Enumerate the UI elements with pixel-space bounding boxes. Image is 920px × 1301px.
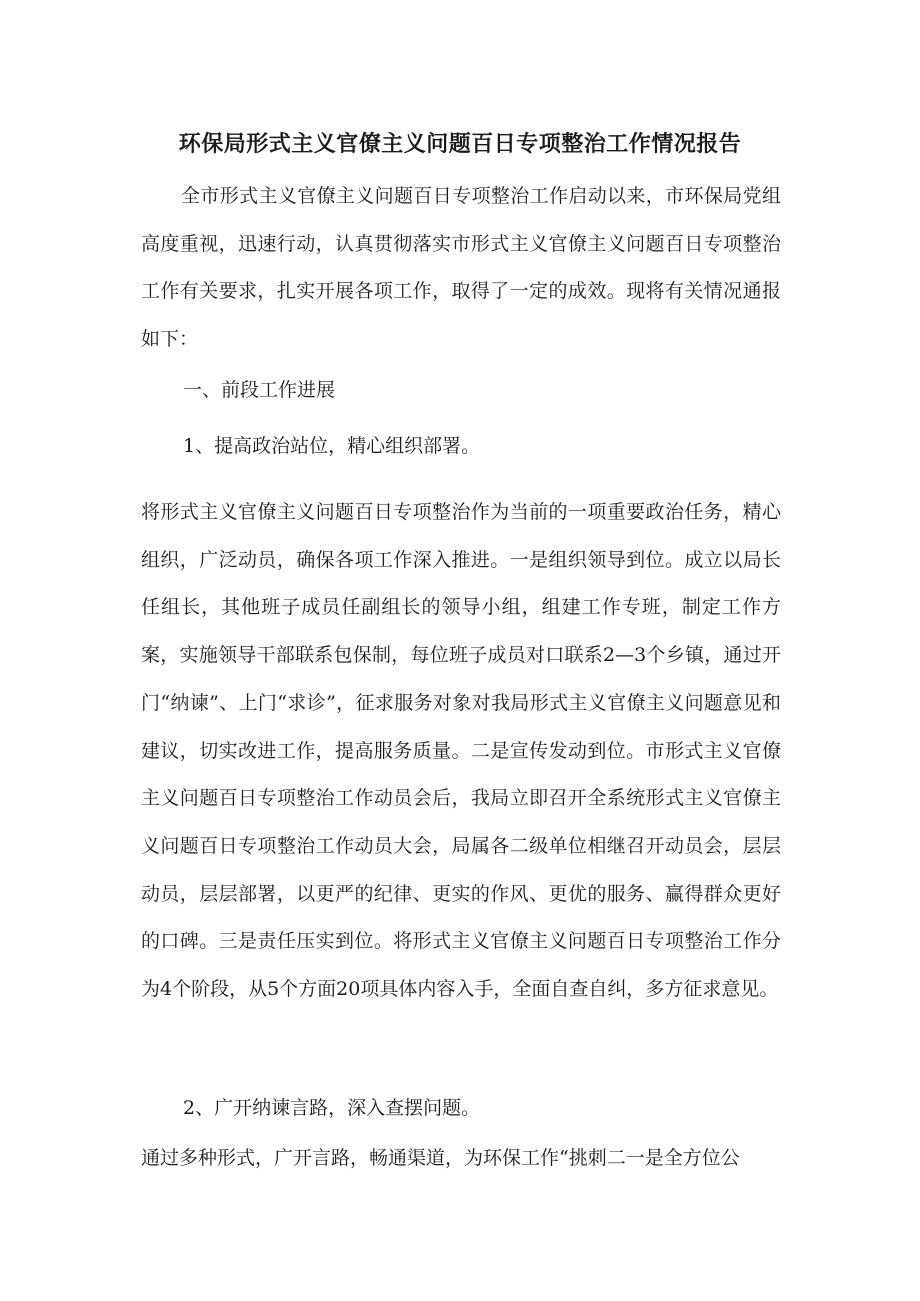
- subsection-heading-1: 1、提高政治站位，精心组织部署。: [183, 435, 481, 457]
- section-heading-1: 一、前段工作进展: [183, 379, 336, 401]
- subsection-body-1: 将形式主义官僚主义问题百日专项整治作为当前的一项重要政治任务，精心组织，广泛动员，确保各项工作深入推进。一是组织领导到位。成立以局长任组长，其他班子成员任副组长的领导小组，组建工作专班，制定工作方案，实施领导干部联系包保制，每位班子成员对口联系2—3个乡镇，通过开门“纳谏”、上门“求诊”，征求服务对象对我局形式主义官僚主义问题意见和建议，切实改进工作，提高服务质量。二是宣传发动到位。市形式主义官僚主义问题百日专项整治工作动员会后，我局立即召开全系统形式主义官僚主义问题百日专项整治工作动员大会，局属各二级单位相继召开动员会，层层动员，层层部署，以更严的纪律、更实的作风、更优的服务、赢得群众更好的口碑。三是责任压实到位。将形式主义官僚主义问题百日专项整治工作分为4个阶段，从5个方面20项具体内容入手，全面自查自纠，多方征求意见。: [141, 501, 781, 1001]
- subsection-heading-2: 2、广开纳谏言路，深入查摆问题。: [183, 1097, 481, 1119]
- intro-paragraph: 全市形式主义官僚主义问题百日专项整治工作启动以来，市环保局党组高度重视，迅速行动，认真贯彻落实市形式主义官僚主义问题百日专项整治工作有关要求，扎实开展各项工作，取得了一定的成效。现将有关情况通报如下：: [141, 185, 781, 351]
- document-title: 环保局形式主义官僚主义问题百日专项整治工作情况报告: [178, 132, 742, 157]
- subsection-body-2: 通过多种形式，广开言路，畅通渠道，为环保工作“挑刺二一是全方位公: [141, 1147, 740, 1169]
